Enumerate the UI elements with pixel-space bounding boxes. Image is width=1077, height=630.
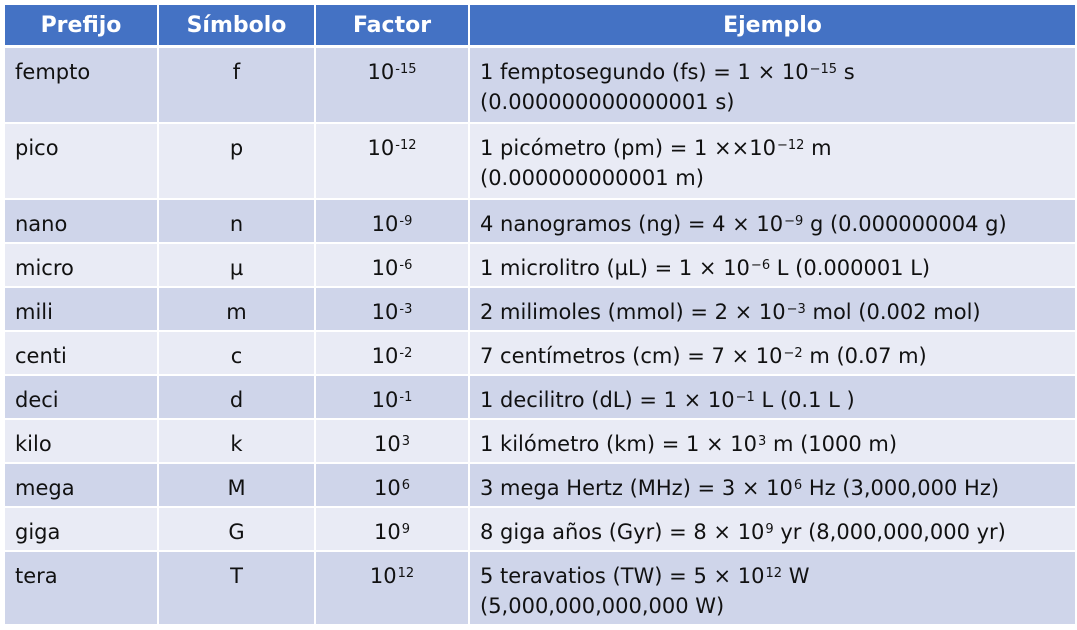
prefix-name: nano xyxy=(15,211,68,236)
prefix-cell xyxy=(5,551,158,625)
factor-exponent: 9 xyxy=(401,521,410,537)
example-cell xyxy=(469,243,1075,287)
example-cell xyxy=(469,287,1075,331)
example-exponent: 6 xyxy=(793,477,803,493)
factor-base: 10 xyxy=(373,519,401,544)
header-symbol: Símbolo xyxy=(158,5,315,47)
table-header xyxy=(5,5,1075,47)
prefix-cell xyxy=(5,123,158,199)
example-exponent: −6 xyxy=(750,257,771,273)
header-example: Ejemplo xyxy=(469,5,1075,47)
example-decimal: (0.000000000000001 s) xyxy=(480,90,735,114)
symbol-cell xyxy=(158,199,315,243)
symbol-cell xyxy=(158,419,315,463)
example-exponent: −1 xyxy=(735,389,755,405)
example-text: 8 giga años (Gyr) = 8 × 10 xyxy=(480,519,765,544)
prefix-name: fempto xyxy=(15,60,91,84)
example-text: 1 picómetro (pm) = 1 ××10 xyxy=(480,135,776,160)
example-text-end: W xyxy=(782,563,810,588)
factor-cell xyxy=(315,375,469,419)
example-text: 1 femptosegundo (fs) = 1 × 10 xyxy=(480,60,809,84)
example-text-end: Hz (3,000,000 Hz) xyxy=(802,475,1000,500)
prefix-symbol: m xyxy=(226,299,247,324)
prefix-symbol: d xyxy=(229,387,244,412)
prefix-symbol: f xyxy=(232,60,241,84)
example-text-end: m (1000 m) xyxy=(766,431,898,456)
example-text: 7 centímetros (cm) = 7 × 10 xyxy=(480,343,783,368)
factor-cell xyxy=(315,507,469,551)
prefix-symbol: c xyxy=(230,343,243,368)
prefix-symbol: G xyxy=(228,519,245,544)
example-text-end: s xyxy=(837,60,855,84)
table-row xyxy=(5,507,1075,551)
table-body xyxy=(5,47,1075,625)
prefix-name: giga xyxy=(15,519,61,544)
factor-exponent: 12 xyxy=(397,565,415,581)
factor-base: 10 xyxy=(371,343,399,368)
factor-cell xyxy=(315,47,469,123)
factor-cell xyxy=(315,287,469,331)
table-row xyxy=(5,331,1075,375)
factor-base: 10 xyxy=(373,475,401,500)
table-row xyxy=(5,47,1075,123)
prefix-name: mega xyxy=(15,475,75,500)
symbol-cell xyxy=(158,507,315,551)
example-exponent: −12 xyxy=(776,137,805,153)
prefix-name: pico xyxy=(15,135,59,160)
prefix-symbol: µ xyxy=(229,255,244,280)
prefix-name: kilo xyxy=(15,431,52,456)
example-cell xyxy=(469,123,1075,199)
factor-base: 10 xyxy=(373,431,401,456)
factor-base: 10 xyxy=(367,60,395,84)
prefix-symbol: p xyxy=(229,135,244,160)
example-cell xyxy=(469,551,1075,625)
factor-exponent: -6 xyxy=(399,257,413,273)
example-text-end: mol (0.002 mol) xyxy=(805,299,981,324)
example-exponent: 12 xyxy=(765,565,783,581)
factor-cell xyxy=(315,243,469,287)
table-row xyxy=(5,123,1075,199)
factor-cell xyxy=(315,551,469,625)
example-cell xyxy=(469,199,1075,243)
factor-cell xyxy=(315,463,469,507)
factor-exponent: -15 xyxy=(395,62,417,77)
symbol-cell xyxy=(158,287,315,331)
factor-cell xyxy=(315,199,469,243)
table-row xyxy=(5,287,1075,331)
table-row xyxy=(5,243,1075,287)
example-text: 1 microlitro (µL) = 1 × 10 xyxy=(480,255,750,280)
symbol-cell xyxy=(158,375,315,419)
example-text: 1 kilómetro (km) = 1 × 10 xyxy=(480,431,757,456)
symbol-cell xyxy=(158,331,315,375)
prefix-name: micro xyxy=(15,255,74,280)
example-exponent: −2 xyxy=(783,345,803,361)
table-row xyxy=(5,419,1075,463)
header-factor: Factor xyxy=(315,5,469,47)
factor-exponent: -9 xyxy=(399,213,413,229)
header-prefix: Prefijo xyxy=(5,5,158,47)
prefix-cell xyxy=(5,199,158,243)
prefix-name: mili xyxy=(15,299,53,324)
factor-exponent: -12 xyxy=(395,137,417,153)
factor-cell xyxy=(315,331,469,375)
example-text-end: L (0.1 L ) xyxy=(754,387,855,412)
prefix-cell xyxy=(5,287,158,331)
example-text-end: L (0.000001 L) xyxy=(770,255,931,280)
example-text-end: g (0.000000004 g) xyxy=(803,211,1007,236)
factor-base: 10 xyxy=(371,299,399,324)
factor-base: 10 xyxy=(371,387,399,412)
example-text-end: yr (8,000,000,000 yr) xyxy=(773,519,1006,544)
example-decimal: (0.000000000001 m) xyxy=(480,165,704,190)
example-text: 2 milimoles (mmol) = 2 × 10 xyxy=(480,299,786,324)
example-cell xyxy=(469,47,1075,123)
example-cell xyxy=(469,375,1075,419)
prefix-name: deci xyxy=(15,387,59,412)
symbol-cell xyxy=(158,551,315,625)
example-text: 1 decilitro (dL) = 1 × 10 xyxy=(480,387,735,412)
prefix-symbol: k xyxy=(230,431,243,456)
symbol-cell xyxy=(158,243,315,287)
example-exponent: 3 xyxy=(758,433,767,449)
example-exponent: −15 xyxy=(809,62,838,77)
prefix-cell xyxy=(5,419,158,463)
example-cell xyxy=(469,507,1075,551)
example-cell xyxy=(469,463,1075,507)
example-text: 4 nanogramos (ng) = 4 × 10 xyxy=(480,211,784,236)
symbol-cell xyxy=(158,463,315,507)
factor-cell xyxy=(315,123,469,199)
factor-exponent: 6 xyxy=(401,477,410,493)
prefix-symbol: n xyxy=(229,211,244,236)
factor-base: 10 xyxy=(371,255,399,280)
symbol-cell xyxy=(158,47,315,123)
prefix-symbol: T xyxy=(230,563,243,588)
factor-base: 10 xyxy=(369,563,397,588)
prefix-cell xyxy=(5,331,158,375)
table-row xyxy=(5,551,1075,625)
factor-exponent: -1 xyxy=(399,389,413,405)
prefix-cell xyxy=(5,375,158,419)
example-cell xyxy=(469,331,1075,375)
factor-base: 10 xyxy=(367,135,395,160)
example-cell xyxy=(469,419,1075,463)
example-text: 5 teravatios (TW) = 5 × 10 xyxy=(480,563,765,588)
example-text-end: m xyxy=(804,135,832,160)
factor-cell xyxy=(315,419,469,463)
example-exponent: 9 xyxy=(765,521,774,537)
si-prefix-table xyxy=(5,5,1075,626)
prefix-cell xyxy=(5,507,158,551)
table-row xyxy=(5,463,1075,507)
prefix-cell xyxy=(5,463,158,507)
factor-exponent: -3 xyxy=(399,301,413,317)
example-decimal: (5,000,000,000,000 W) xyxy=(480,593,725,618)
example-exponent: −9 xyxy=(784,213,804,229)
prefix-name: centi xyxy=(15,343,67,368)
factor-base: 10 xyxy=(371,211,399,236)
prefix-cell xyxy=(5,47,158,123)
prefix-cell xyxy=(5,243,158,287)
example-exponent: −3 xyxy=(786,301,806,317)
table-row xyxy=(5,199,1075,243)
header-row xyxy=(5,5,1075,47)
prefix-symbol: M xyxy=(227,475,246,500)
factor-exponent: 3 xyxy=(401,433,410,449)
example-text-end: m (0.07 m) xyxy=(802,343,927,368)
example-text: 3 mega Hertz (MHz) = 3 × 10 xyxy=(480,475,793,500)
factor-exponent: -2 xyxy=(399,345,413,361)
table-row xyxy=(5,375,1075,419)
prefix-name: tera xyxy=(15,563,58,588)
symbol-cell xyxy=(158,123,315,199)
